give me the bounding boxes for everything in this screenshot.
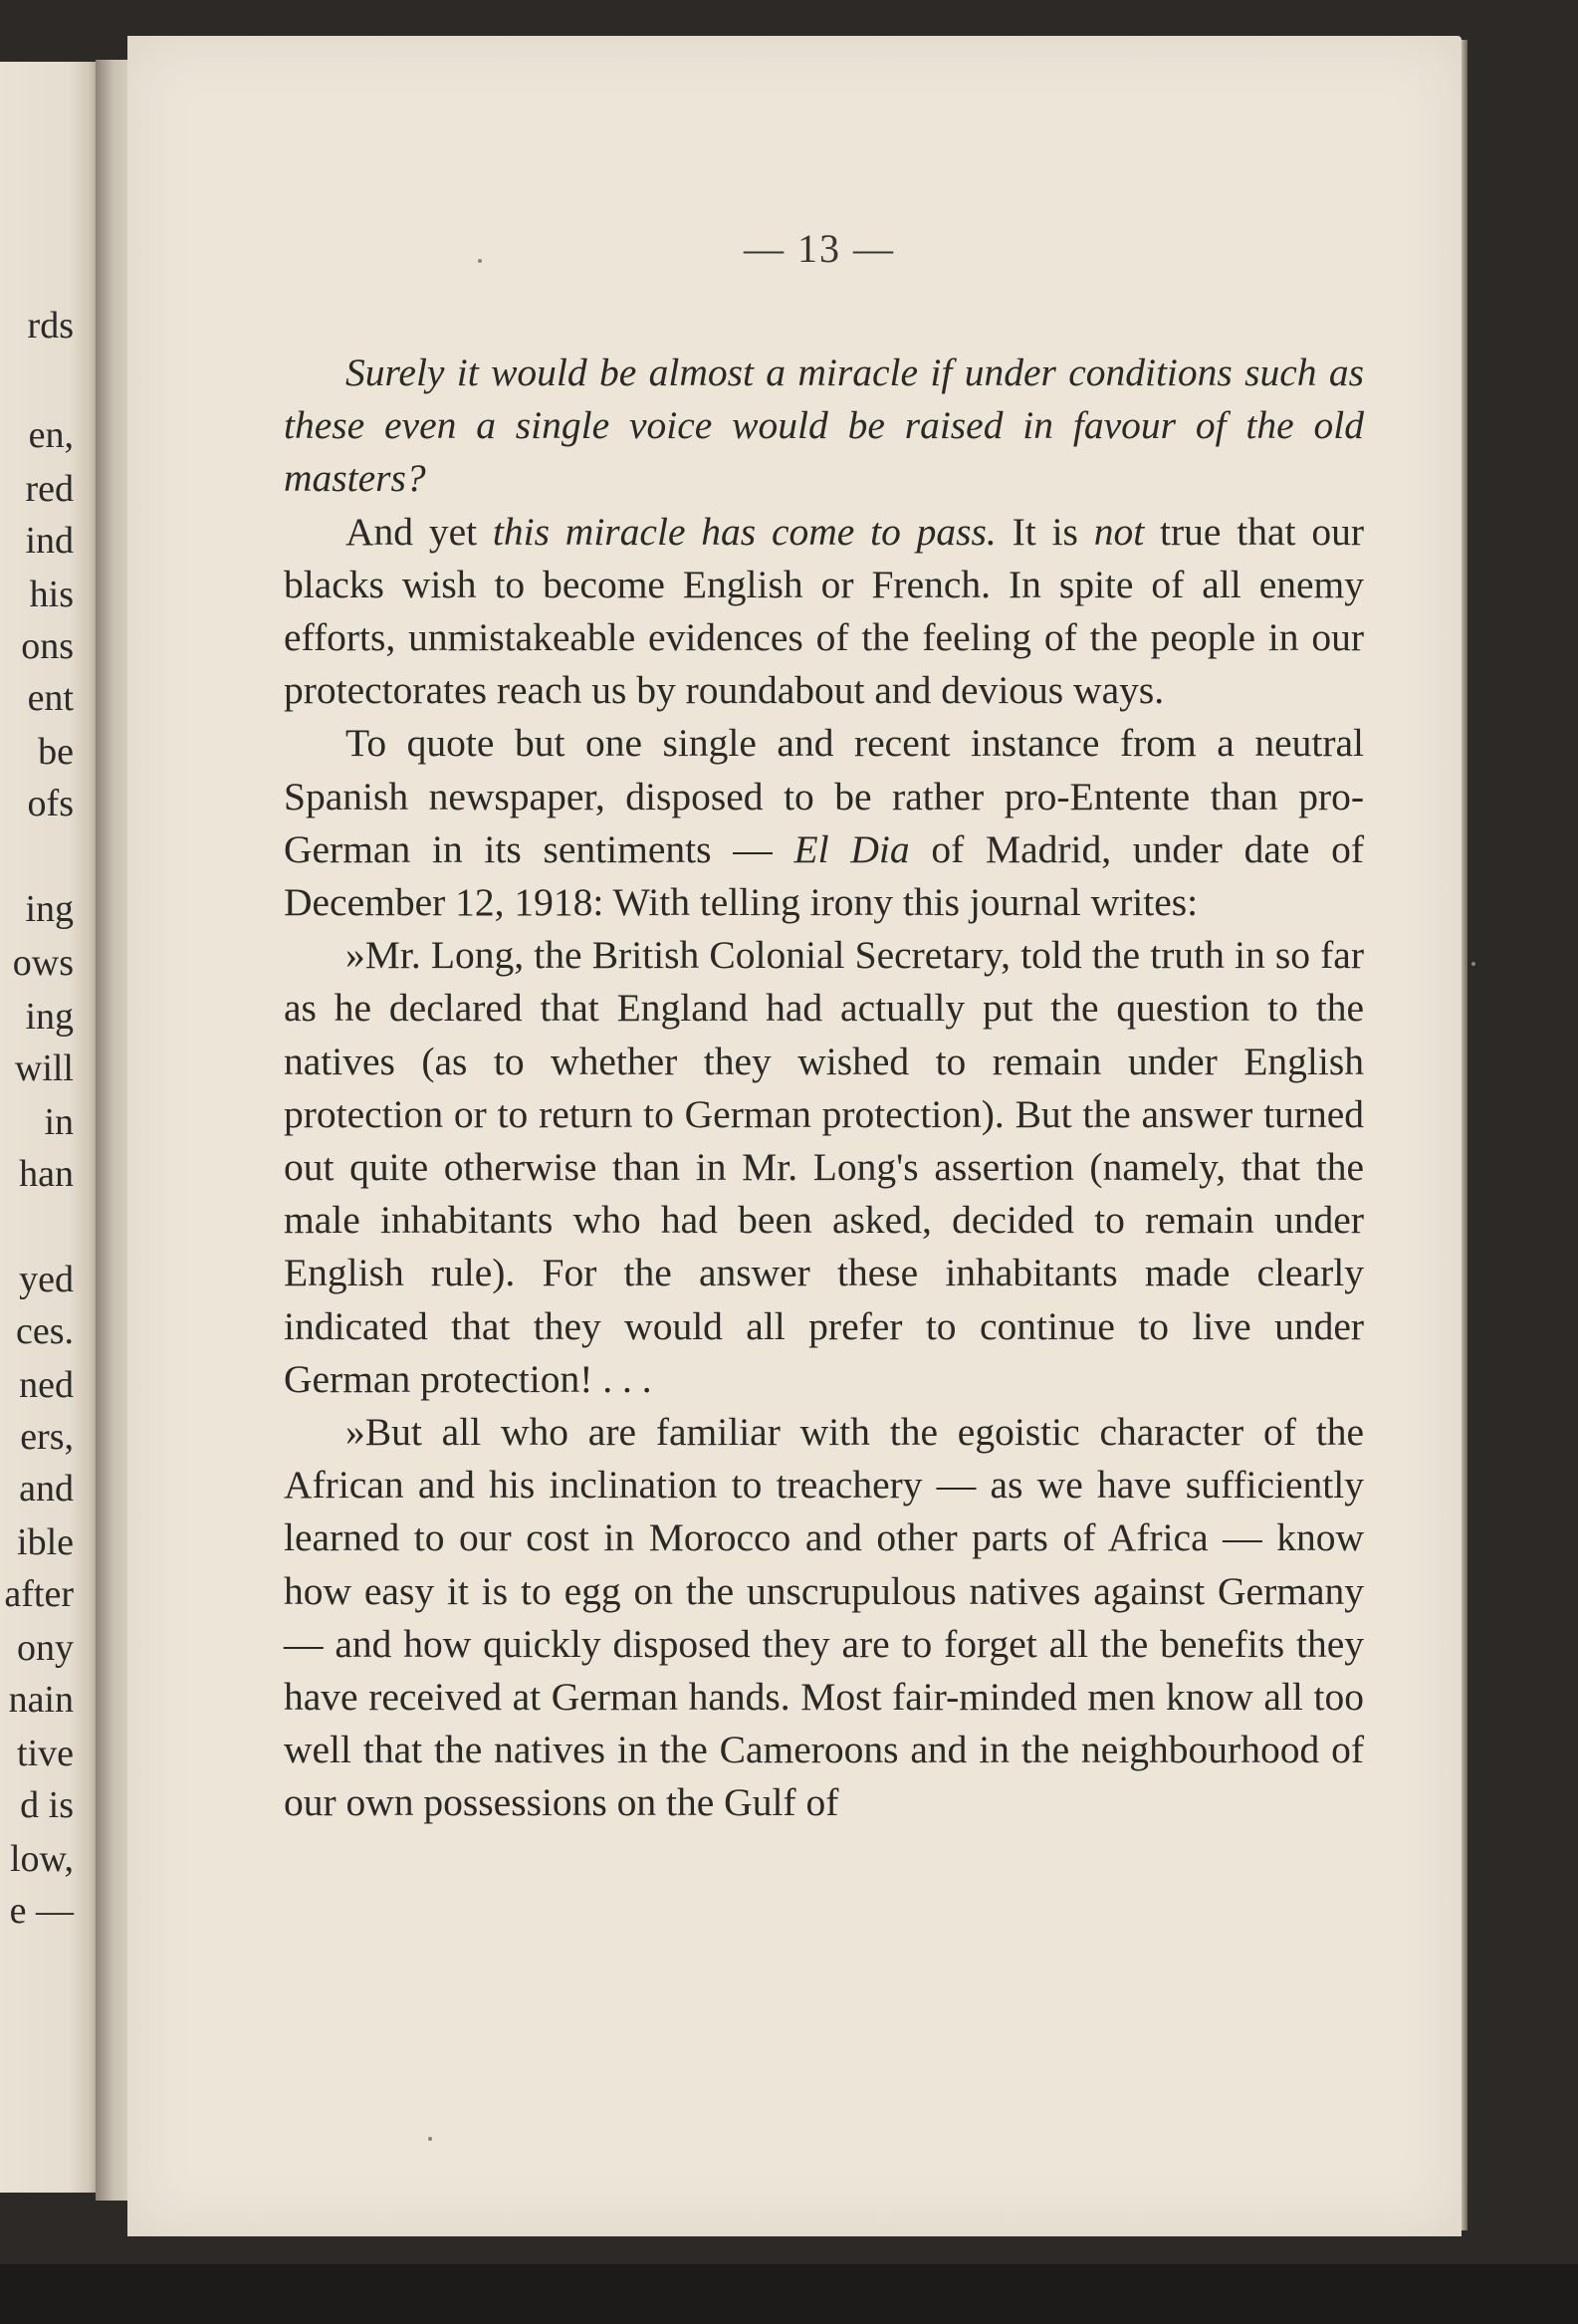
left-page-fragment: red — [25, 468, 74, 510]
left-page-fragment: ows — [12, 942, 74, 984]
paragraph: »Mr. Long, the British Colonial Secretary, told the truth in so far as he declared that England had actually put the question to the natives (as to whether they wished to remain under English protection or to return to German protection). But the answer turned out quite otherwise than in Mr. Long's assertion (namely, that the male inhabitants who had been asked, decided to remain under English rule). For the answer these inhabitants made clearly indicated that they would all prefer to continue to live under German protection! . . . — [284, 933, 1364, 1401]
left-page-fragment: d is — [20, 1784, 74, 1826]
page-number: — 13 — — [744, 226, 895, 271]
left-page-fragment: tive — [17, 1733, 74, 1774]
left-page-fragment: yed — [19, 1259, 74, 1300]
left-page-fragment: ons — [21, 625, 74, 667]
left-page-fragment: ible — [17, 1521, 74, 1563]
italic-phrase: not — [1093, 509, 1145, 554]
left-page-fragment: after — [4, 1573, 74, 1615]
left-page-fragment: low, — [9, 1838, 74, 1880]
italic-phrase: El Dia — [793, 826, 910, 871]
left-page-fragment: en, — [28, 414, 74, 456]
left-page-fragment: ing — [25, 888, 74, 930]
left-page-fragment: and — [19, 1468, 74, 1510]
left-page-fragment: ony — [17, 1627, 74, 1669]
left-page-fragment: nain — [8, 1679, 74, 1721]
paragraph-text: true that our blacks wish to become English or French. In spite of all enemy efforts, unmistakeable evidences of the feeling of the people in our protectorates reach us by roundabout and devious ways. — [284, 509, 1364, 713]
body-text — [284, 347, 1364, 1830]
left-page-fragment: rds — [27, 305, 74, 347]
paper-speck — [1471, 962, 1475, 966]
left-page-fragment: ces. — [15, 1310, 74, 1352]
background-surface — [0, 2264, 1578, 2324]
paragraph — [284, 506, 1364, 718]
book-page — [127, 36, 1462, 2236]
paragraph-text: And yet — [345, 509, 493, 554]
left-page-fragment: ers, — [20, 1416, 74, 1458]
paragraph — [284, 717, 1364, 929]
left-page-fragment: his — [29, 574, 74, 615]
previous-page-edge — [0, 62, 100, 2193]
left-page-fragment: ofs — [27, 783, 74, 824]
paper-speck — [428, 2137, 432, 2141]
italic-phrase: this miracle has come to pass. — [492, 509, 997, 554]
left-page-fragment: e — — [9, 1890, 74, 1932]
left-page-fragment: han — [19, 1153, 74, 1195]
paragraph-text: To quote but one single and recent instance from a neutral Spanish newspaper, disposed to be rather pro-Entente than pro-German in its sentiments — — [284, 721, 1364, 871]
left-page-fragment: be — [38, 731, 74, 773]
paper-speck — [478, 259, 482, 263]
left-page-fragment: will — [14, 1047, 74, 1089]
paragraph: Surely it would be almost a miracle if under conditions such as these even a single voice would be raised in favour of the old masters? — [284, 350, 1364, 501]
left-page-fragment: ind — [25, 520, 74, 562]
paragraph-text: of Madrid, under date of December 12, 1918: With telling irony this journal writes: — [284, 826, 1365, 925]
left-page-fragment: ent — [27, 677, 74, 719]
paragraph: »But all who are familiar with the egoistic character of the African and his inclination to treachery — as we have sufficiently learned to our cost in Morocco and other parts of Africa — know how easy it is to egg on the unscrupulous natives against Germany — and how quickly disposed they are to forget all the benefits they have received at German hands. Most fair-minded men know all too well that the natives in the Cameroons and in the neighbourhood of our own possessions on the Gulf of — [284, 1410, 1364, 1825]
paragraph-text: It is — [996, 509, 1094, 554]
left-page-fragment: in — [44, 1101, 74, 1143]
left-page-fragment: ned — [19, 1364, 74, 1406]
left-page-fragment: ing — [25, 996, 74, 1038]
